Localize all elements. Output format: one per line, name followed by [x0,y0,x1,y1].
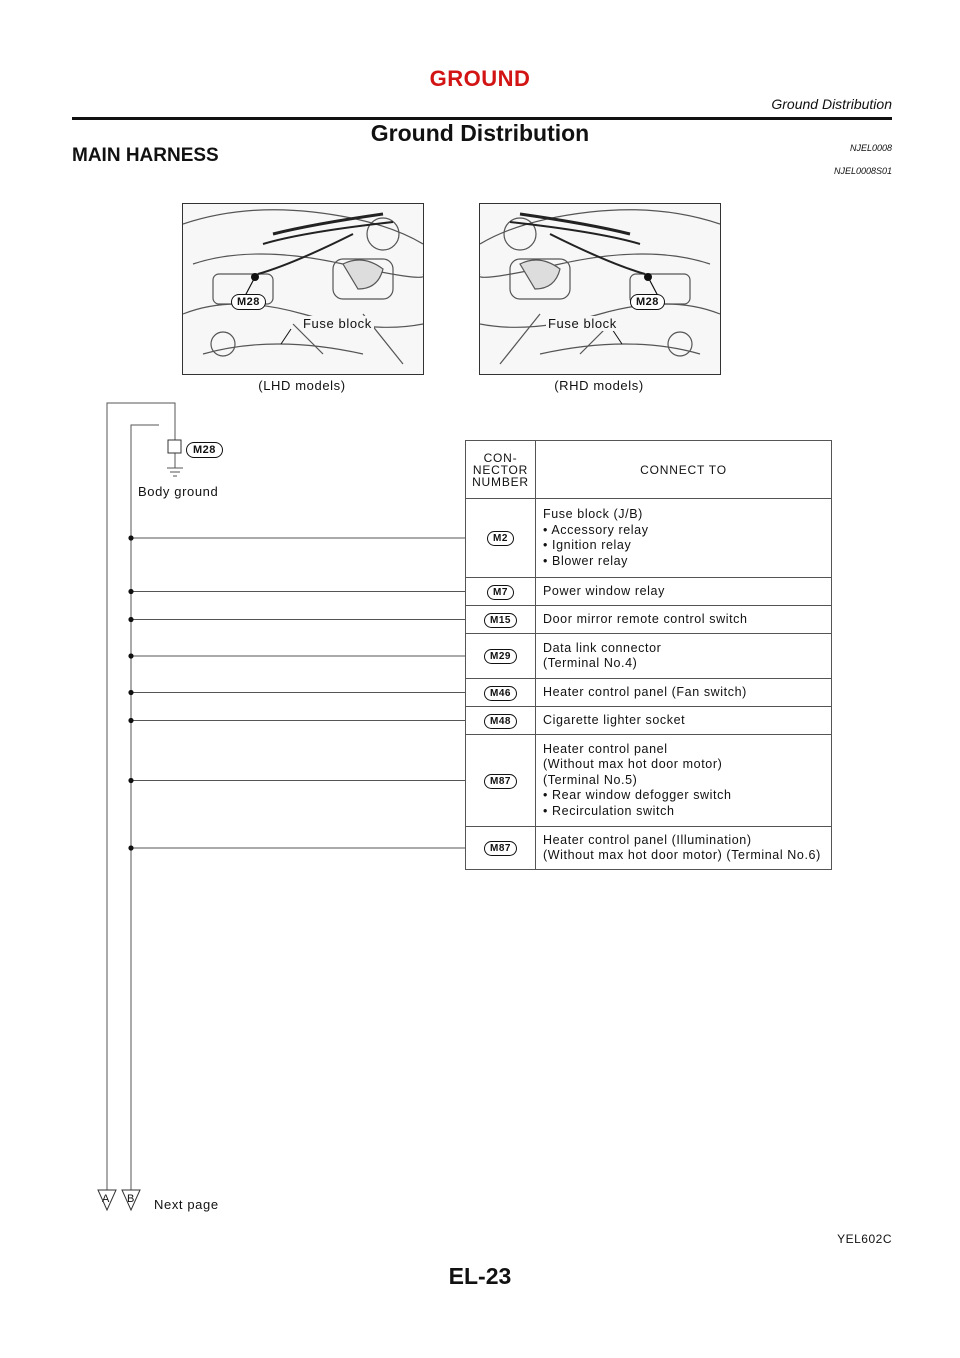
splice-dot [128,778,133,783]
connect-to-table [465,440,832,870]
connect-to-line: • Blower relay [543,553,629,568]
body-ground-label: Body ground [138,484,219,499]
splice-dot [128,617,133,622]
table-row [466,578,832,606]
table-header-row [466,441,832,499]
connect-to-cell [536,679,832,707]
connect-to-line: (Terminal No.4) [543,656,638,670]
connect-to-line: Data link connector [543,640,662,655]
connector-cell [466,634,536,679]
connect-to-line: (Terminal No.5) [543,772,638,787]
table-row [466,634,832,679]
connect-to-line: • Rear window defogger switch [543,788,732,803]
rhd-caption: (RHD models) [554,378,644,393]
connect-to-cell [536,707,832,735]
lhd-m28-badge: M28 [231,292,266,310]
table-row [466,827,832,870]
table-row [466,499,832,578]
splice-dot [128,589,133,594]
connect-to-cell [536,606,832,634]
splice-dot [128,845,133,850]
figure-code: YEL602C [837,1232,892,1246]
table-row [466,707,832,735]
table-row [466,606,832,634]
connect-to-line: (Without max hot door motor) (Terminal No.6) [543,848,821,862]
connector-badge: M46 [484,686,517,701]
rhd-fuse-label: Fuse block [548,316,617,331]
connector-cell [466,578,536,606]
splice-dot [128,535,133,540]
connect-to-cell [536,735,832,827]
connector-cell [466,707,536,735]
ground-connector-badge: M28 [186,440,223,458]
section-title: GROUND [429,66,531,91]
splice-dot [128,653,133,658]
connector-badge: M2 [487,531,514,546]
branch-lines [128,535,465,850]
connector-cell [466,679,536,707]
header-connector-number: CON- NECTOR NUMBER [466,441,536,499]
connector-badge: M15 [484,613,517,628]
splice-dot [128,690,133,695]
table-row [466,735,832,827]
connector-badge: M87 [484,841,517,856]
connect-to-line: Fuse block (J/B) [543,507,643,521]
heading-code: NJEL0008 [849,143,892,153]
connect-to-cell [536,578,832,606]
connect-to-line: Heater control panel [543,741,668,756]
lhd-caption: (LHD models) [258,378,346,393]
lhd-fuse-label: Fuse block [303,316,372,331]
table-row [466,679,832,707]
connector-cell [466,827,536,870]
rhd-m28-badge: M28 [630,292,665,310]
connector-cell [466,606,536,634]
section-subtitle: Ground Distribution [771,96,892,112]
connect-to-line: • Ignition relay [543,538,632,552]
subheading: MAIN HARNESS [72,145,219,166]
connector-badge: M48 [484,714,517,729]
next-page-label: Next page [154,1197,219,1212]
connect-to-line: Power window relay [543,583,665,598]
connect-to-line: • Recirculation switch [543,803,675,818]
connector-cell [466,499,536,578]
connect-to-cell [536,827,832,870]
connect-to-line: Heater control panel (Illumination) [543,832,752,847]
header-connect-to: CONNECT TO [536,441,832,499]
connect-to-line: Door mirror remote control switch [543,611,748,626]
connect-to-cell [536,634,832,679]
connector-badge: M7 [487,585,514,600]
arrow-b-label: B [127,1193,135,1205]
page-heading: Ground Distribution [370,120,590,146]
connect-to-line: Cigarette lighter socket [543,712,686,727]
page-number: EL-23 [448,1263,512,1289]
connect-to-line: (Without max hot door motor) [543,757,723,772]
connector-badge: M87 [484,774,517,789]
connect-to-cell [536,499,832,578]
connector-badge: M29 [484,649,517,664]
splice-dot [128,718,133,723]
subheading-code: NJEL0008S01 [833,166,892,176]
connect-to-line: • Accessory relay [543,522,649,537]
connect-to-line: Heater control panel (Fan switch) [543,684,747,699]
connector-cell [466,735,536,827]
arrow-a-label: A [102,1193,110,1205]
